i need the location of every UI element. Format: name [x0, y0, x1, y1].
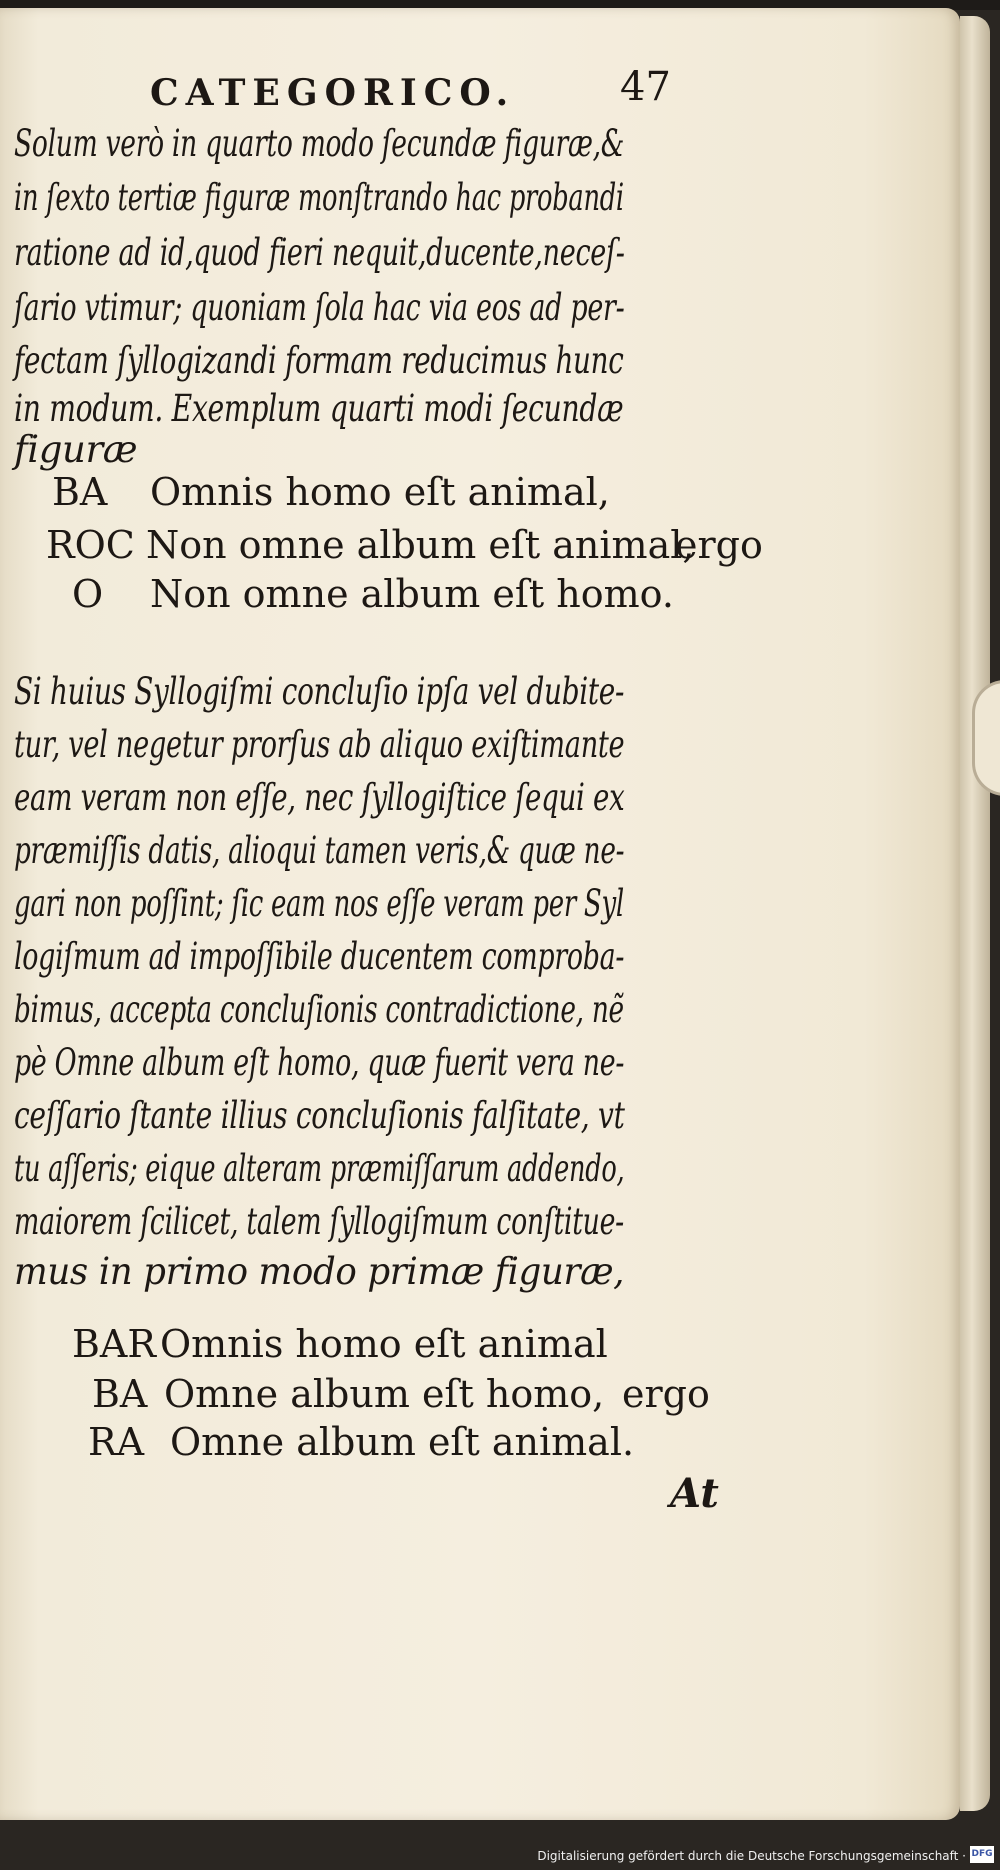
syllogism-label: BA	[92, 1372, 148, 1416]
syllogism-premise: Non omne album eſt animal,	[146, 523, 695, 567]
paragraph-line: logiſmum ad impoſſibile ducentem comproba-	[14, 935, 625, 978]
paragraph-line: mus in primo modo primæ figuræ,	[14, 1250, 625, 1293]
bleed-through	[150, 430, 160, 465]
paragraph-line: in modum. Exemplum quarti modi ſecundæ	[14, 387, 624, 430]
paragraph-line: Solum verò in quarto modo ſecundæ figuræ,&	[14, 122, 625, 165]
paragraph-line: pè Omne album eſt homo, quæ fuerit vera ne-	[14, 1041, 625, 1084]
paragraph-line: gari non poſſint; ſic eam nos eſſe veram per Syl	[14, 882, 624, 925]
syllogism-ergo: ergo	[622, 1372, 710, 1416]
syllogism-conclusion: Omne album eſt animal.	[170, 1420, 635, 1464]
syllogism-premise: Omnis homo eſt animal	[160, 1322, 608, 1366]
paragraph-line: ceſſario ſtante illius concluſionis falſitate, vt	[14, 1094, 625, 1137]
funding-credit: Digitalisierung gefördert durch die Deutsche Forschungsgemeinschaft ·	[537, 1849, 966, 1863]
page-clip	[972, 680, 1000, 796]
paragraph-line: præmiſſis datis, alioqui tamen veris,& quæ ne-	[14, 829, 625, 872]
dfg-logo-icon: DFG	[970, 1846, 994, 1863]
paragraph-line: bimus, accepta concluſionis contradictione, nẽ	[14, 988, 624, 1031]
paragraph-line: tur, vel negetur prorſus ab aliquo exiſtimante	[14, 723, 625, 766]
running-head: CATEGORICO.	[150, 72, 516, 114]
paragraph-line: ratione ad id,quod fieri nequit,ducente,neceſ-	[14, 231, 625, 274]
page-edge	[960, 16, 990, 1811]
syllogism-label: RA	[88, 1420, 145, 1464]
paragraph-line: tu aſſeris; eique alteram præmiſſarum addendo,	[14, 1147, 625, 1190]
paragraph-line: maiorem ſcilicet, talem ſyllogiſmum conſtitue-	[14, 1200, 624, 1243]
syllogism-label: BA	[52, 470, 108, 514]
paragraph-line: in ſexto tertiæ figuræ monſtrando hac probandi	[14, 176, 624, 219]
syllogism-premise: Omnis homo eſt animal,	[150, 470, 610, 514]
syllogism-label: BAR	[72, 1322, 156, 1366]
syllogism-conclusion: Non omne album eſt homo.	[150, 572, 674, 616]
catchword: At	[670, 1470, 719, 1517]
syllogism-ergo: ergo	[675, 523, 763, 567]
syllogism-label: O	[72, 572, 104, 616]
paragraph-line: Si huius Syllogiſmi concluſio ipſa vel dubite-	[14, 670, 625, 713]
paragraph-line: figuræ	[14, 428, 138, 471]
paragraph-line: ſario vtimur; quoniam ſola hac via eos ad per-	[14, 286, 625, 329]
paragraph-line: eam veram non eſſe, nec ſyllogiſtice ſequi ex	[14, 776, 625, 819]
syllogism-label: ROC	[46, 523, 135, 567]
syllogism-premise: Omne album eſt homo,	[164, 1372, 605, 1416]
page-number: 47	[620, 64, 671, 110]
paragraph-line: fectam ſyllogizandi formam reducimus hunc	[14, 339, 624, 382]
